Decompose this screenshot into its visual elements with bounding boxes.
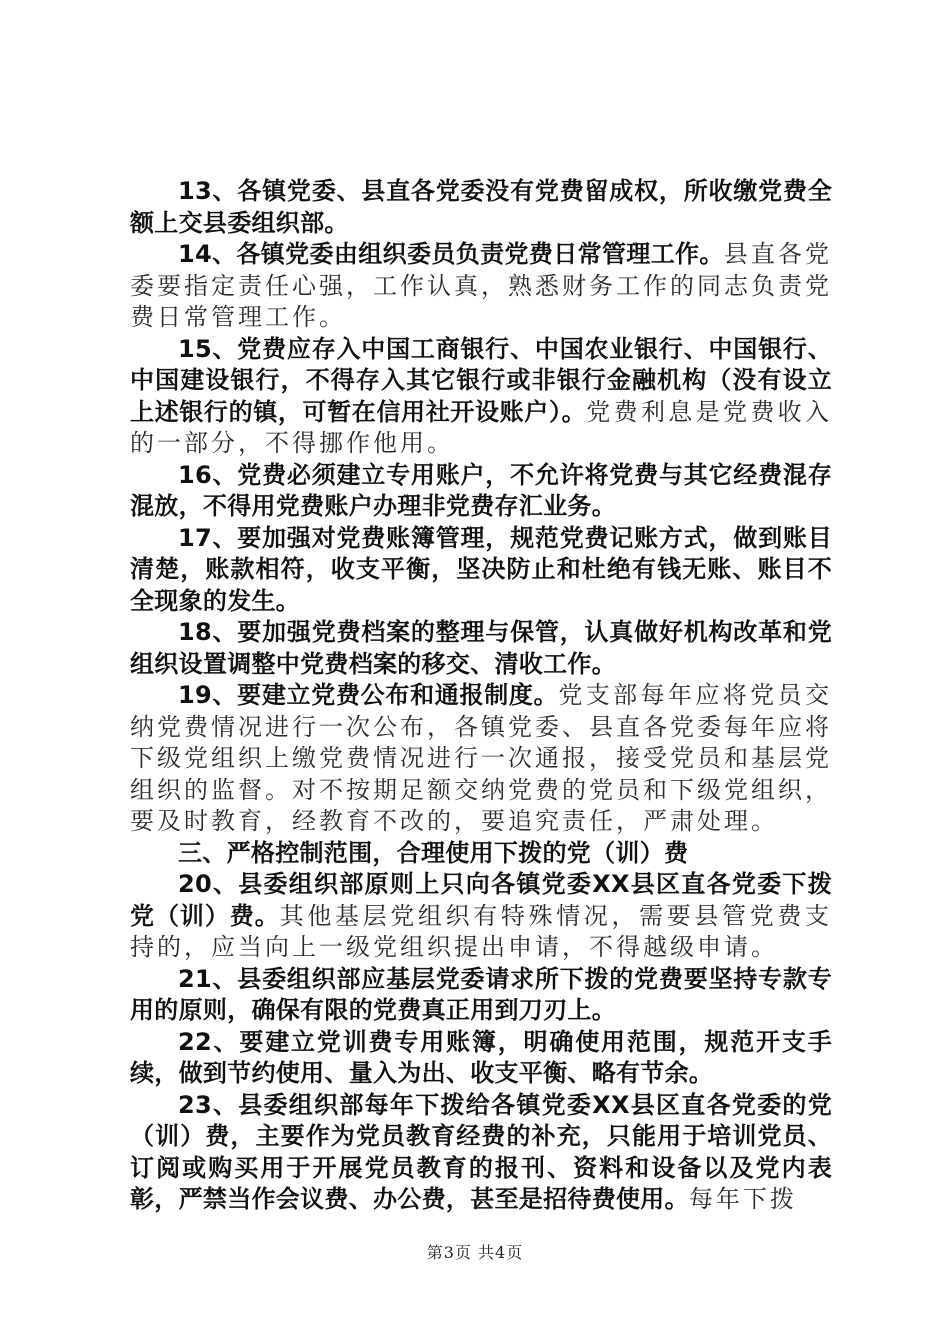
paragraph-18: 18、要加强党费档案的整理与保管，认真做好机构改革和党组织设置调整中党费档案的移交、清收工作。 [130, 618, 832, 678]
paragraph-16: 16、党费必须建立专用账户，不允许将党费与其它经费混存混放，不得用党费账户办理非党费存汇业务。 [130, 460, 832, 520]
paragraph-15: 15、党费应存入中国工商银行、中国农业银行、中国银行、中国建设银行，不得存入其它银行或非银行金融机构（没有设立上述银行的镇，可暂在信用社开设账户）。党费利息是党费收入的一部分，不得挪作他用。 [130, 334, 833, 457]
paragraph-19: 19、要建立党费公布和通报制度。党支部每年应将党员交纳党费情况进行一次公布，各镇党委、县直各党委每年应将下级党组织上缴党费情况进行一次通报，接受党员和基层党组织的监督。对不按期足额交纳党费的党员和下级党组织，要及时教育，经教育不改的，要追究责任，严肃处理。 [130, 681, 833, 835]
paragraph-14: 14、各镇党委由组织委员负责党费日常管理工作。县直各党委要指定责任心强，工作认真，熟悉财务工作的同志负责党费日常管理工作。 [130, 240, 833, 331]
paragraph-20: 20、县委组织部原则上只向各镇党委XX县区直各党委下拨党（训）费。其他基层党组织有特殊情况，需要县管党费支持的，应当向上一级党组织提出申请，不得越级申请。 [130, 870, 832, 961]
paragraph-23: 23、县委组织部每年下拨给各镇党委XX县区直各党委的党（训）费，主要作为党员教育经费的补充，只能用于培训党员、订阅或购买用于开展党员教育的报刊、资料和设备以及党内表彰，严禁当作会议费、办公费，甚至是招待费使用。每年下拨 [130, 1090, 832, 1213]
paragraph-17: 17、要加强对党费账簿管理，规范党费记账方式，做到账目清楚，账款相符，收支平衡，坚决防止和杜绝有钱无账、账目不全现象的发生。 [130, 523, 832, 615]
paragraph-13: 13、各镇党委、县直各党委没有党费留成权，所收缴党费全额上交县委组织部。 [130, 177, 832, 237]
paragraph-21: 21、县委组织部应基层党委请求所下拨的党费要坚持专款专用的原则，确保有限的党费真正用到刀刃上。 [130, 964, 832, 1024]
document-body [130, 176, 832, 1216]
paragraph-22: 22、要建立党训费专用账簿，明确使用范围，规范开支手续，做到节约使用、量入为出、收支平衡、略有节余。 [130, 1027, 832, 1087]
section-heading-3: 三、严格控制范围，合理使用下拨的党（训）费 [178, 838, 689, 867]
page-number-footer: 第3页 共4页 [426, 1243, 524, 1262]
